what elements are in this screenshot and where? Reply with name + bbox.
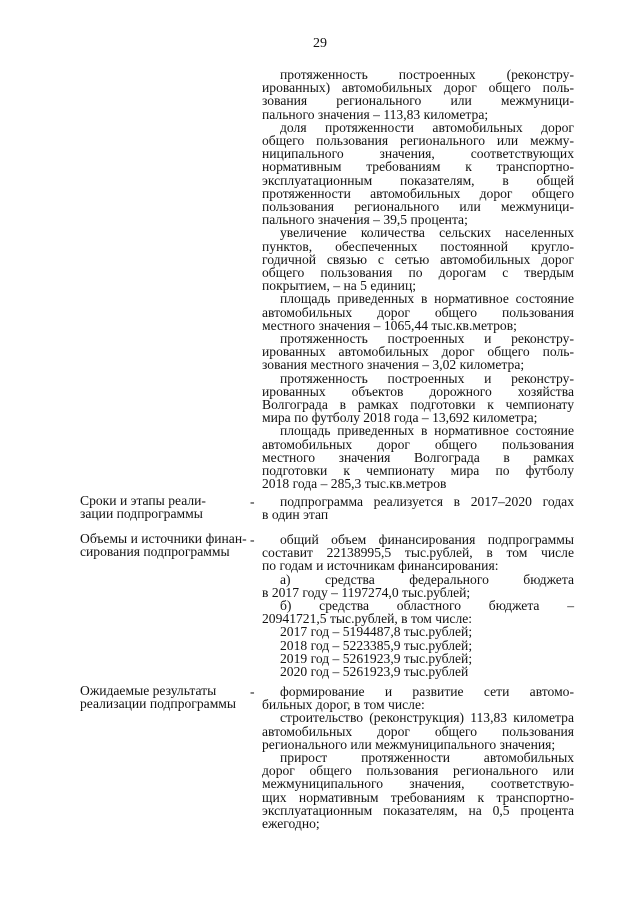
results-row-label-line: Ожидаемые результаты xyxy=(80,683,217,698)
results-paragraph-line: автомобильных дорог общего пользования xyxy=(262,436,574,452)
results-row-dash: - xyxy=(250,684,255,699)
funding-row-line: 2019 год – 5261923,9 тыс.рублей; xyxy=(280,650,473,666)
results-row-line: автомобильных дорог общего пользования xyxy=(262,723,574,739)
funding-row-label-line: Объемы и источники финан- xyxy=(80,531,247,546)
funding-row-line: б) средства областного бюджета – xyxy=(280,598,574,613)
funding-row-label-line: сирования подпрограммы xyxy=(80,544,230,560)
funding-row-line: по годам и источникам финансирования: xyxy=(262,558,499,574)
results-paragraph-line: протяженности автомобильных дорог общего xyxy=(262,185,574,201)
results-paragraph-line: общего пользования по дорогам с твердым xyxy=(262,265,574,280)
results-paragraph-line: зования местного значения – 3,02 километра; xyxy=(262,357,525,373)
results-paragraph-line: площадь приведенных в нормативное состояние xyxy=(280,423,574,439)
funding-row-line: в 2017 году – 1197274,0 тыс.рублей; xyxy=(262,584,471,600)
terms-row-line: подпрограмма реализуется в 2017–2020 годах xyxy=(280,494,574,509)
results-paragraph-line: площадь приведенных в нормативное состояние xyxy=(280,291,574,307)
results-row-line: формирование и развитие сети автомо- xyxy=(280,684,574,699)
results-paragraph-line: эксплуатационным показателям, в общей xyxy=(262,172,574,188)
results-paragraph-line: подготовки к чемпионату мира по футболу xyxy=(262,463,574,478)
funding-row-line: 2017 год – 5194487,8 тыс.рублей; xyxy=(280,624,473,640)
page-number: 29 xyxy=(313,36,327,51)
results-paragraph-line: нормативным требованиям к транспортно- xyxy=(262,159,574,175)
results-paragraph-line: ниципального значения, соответствующих xyxy=(262,146,574,162)
results-paragraph-line: протяженность построенных и реконстру- xyxy=(280,370,574,386)
results-paragraph-line: пунктов, обеспеченных постоянной кругло- xyxy=(262,238,574,254)
results-row-line: щих нормативным требованиям к транспортно- xyxy=(262,789,574,805)
results-paragraph-line: Волгограда в рамках подготовки к чемпионату xyxy=(262,397,574,412)
funding-row-label xyxy=(80,532,252,558)
funding-row-line: 2020 год – 5261923,9 тыс.рублей xyxy=(280,664,469,679)
results-paragraph-line: протяженность построенных (реконстру- xyxy=(280,67,574,82)
funding-row-line: составит 22138995,5 тыс.рублей, в том числе xyxy=(262,545,574,561)
results-row-line: ежегодно; xyxy=(262,816,320,831)
results-paragraph-line: доля протяженности автомобильных дорог xyxy=(280,119,574,135)
results-row-line: межмуниципального значения, соответствую- xyxy=(262,776,574,792)
funding-row-dash: - xyxy=(250,532,255,547)
funding-row-line: общий объем финансирования подпрограммы xyxy=(280,532,574,547)
funding-row-line: 20941721,5 тыс.рублей, в том числе: xyxy=(262,611,473,627)
results-row-line: бильных дорог, в том числе: xyxy=(262,697,425,713)
results-row-line: регионального или межмуниципального значения; xyxy=(262,736,556,752)
results-row-line: строительство (реконструкция) 113,83 километра xyxy=(280,710,574,726)
results-paragraph-line: местного значения Волгограда в рамках xyxy=(262,449,574,465)
results-row-label xyxy=(80,684,252,710)
results-paragraph-line: местного значения – 1065,44 тыс.кв.метров; xyxy=(262,317,517,333)
results-row-line: прирост протяженности автомобильных xyxy=(280,750,574,765)
terms-row-dash: - xyxy=(250,494,255,509)
results-row-line: дорог общего пользования регионального или xyxy=(262,763,574,779)
results-row-label-line: реализации подпрограммы xyxy=(80,696,237,712)
results-paragraph-line: ированных) автомобильных дорог общего поль- xyxy=(262,80,574,96)
terms-row-label-line: зации подпрограммы xyxy=(80,506,203,522)
results-paragraph-line: 2018 года – 285,3 тыс.кв.метров xyxy=(262,476,447,492)
terms-row-line: в один этап xyxy=(262,507,329,523)
results-paragraph-line: общего пользования регионального или межму- xyxy=(262,133,574,148)
results-paragraph-line: зования регионального или межмуници- xyxy=(262,93,574,109)
results-paragraph-line: ированных объектов дорожного хозяйства xyxy=(262,383,574,399)
results-paragraph-line: пального значения – 39,5 процента; xyxy=(262,212,468,228)
results-paragraph-line: увеличение количества сельских населенных xyxy=(280,225,574,241)
results-row-line: эксплуатационным показателям, на 0,5 процента xyxy=(262,802,574,818)
results-paragraph-line: ированных автомобильных дорог общего поль- xyxy=(262,344,574,360)
results-paragraph-line: пального значения – 113,83 километра; xyxy=(262,106,489,122)
results-paragraph-line: покрытием, – на 5 единиц; xyxy=(262,278,416,294)
funding-row-line: а) средства федерального бюджета xyxy=(280,571,574,587)
funding-row-line: 2018 год – 5223385,9 тыс.рублей; xyxy=(280,637,473,653)
results-paragraph-line: пользования регионального или межмуници- xyxy=(262,199,574,214)
results-paragraph-line: протяженность построенных и реконстру- xyxy=(280,331,574,346)
results-paragraph-line: автомобильных дорог общего пользования xyxy=(262,304,574,320)
terms-row-label xyxy=(80,494,252,520)
terms-row-label-line: Сроки и этапы реали- xyxy=(80,493,206,508)
results-paragraph-line: годичной связью с сетью автомобильных дорог xyxy=(262,251,574,267)
results-paragraph-line: мира по футболу 2018 года – 13,692 километра; xyxy=(262,410,538,426)
